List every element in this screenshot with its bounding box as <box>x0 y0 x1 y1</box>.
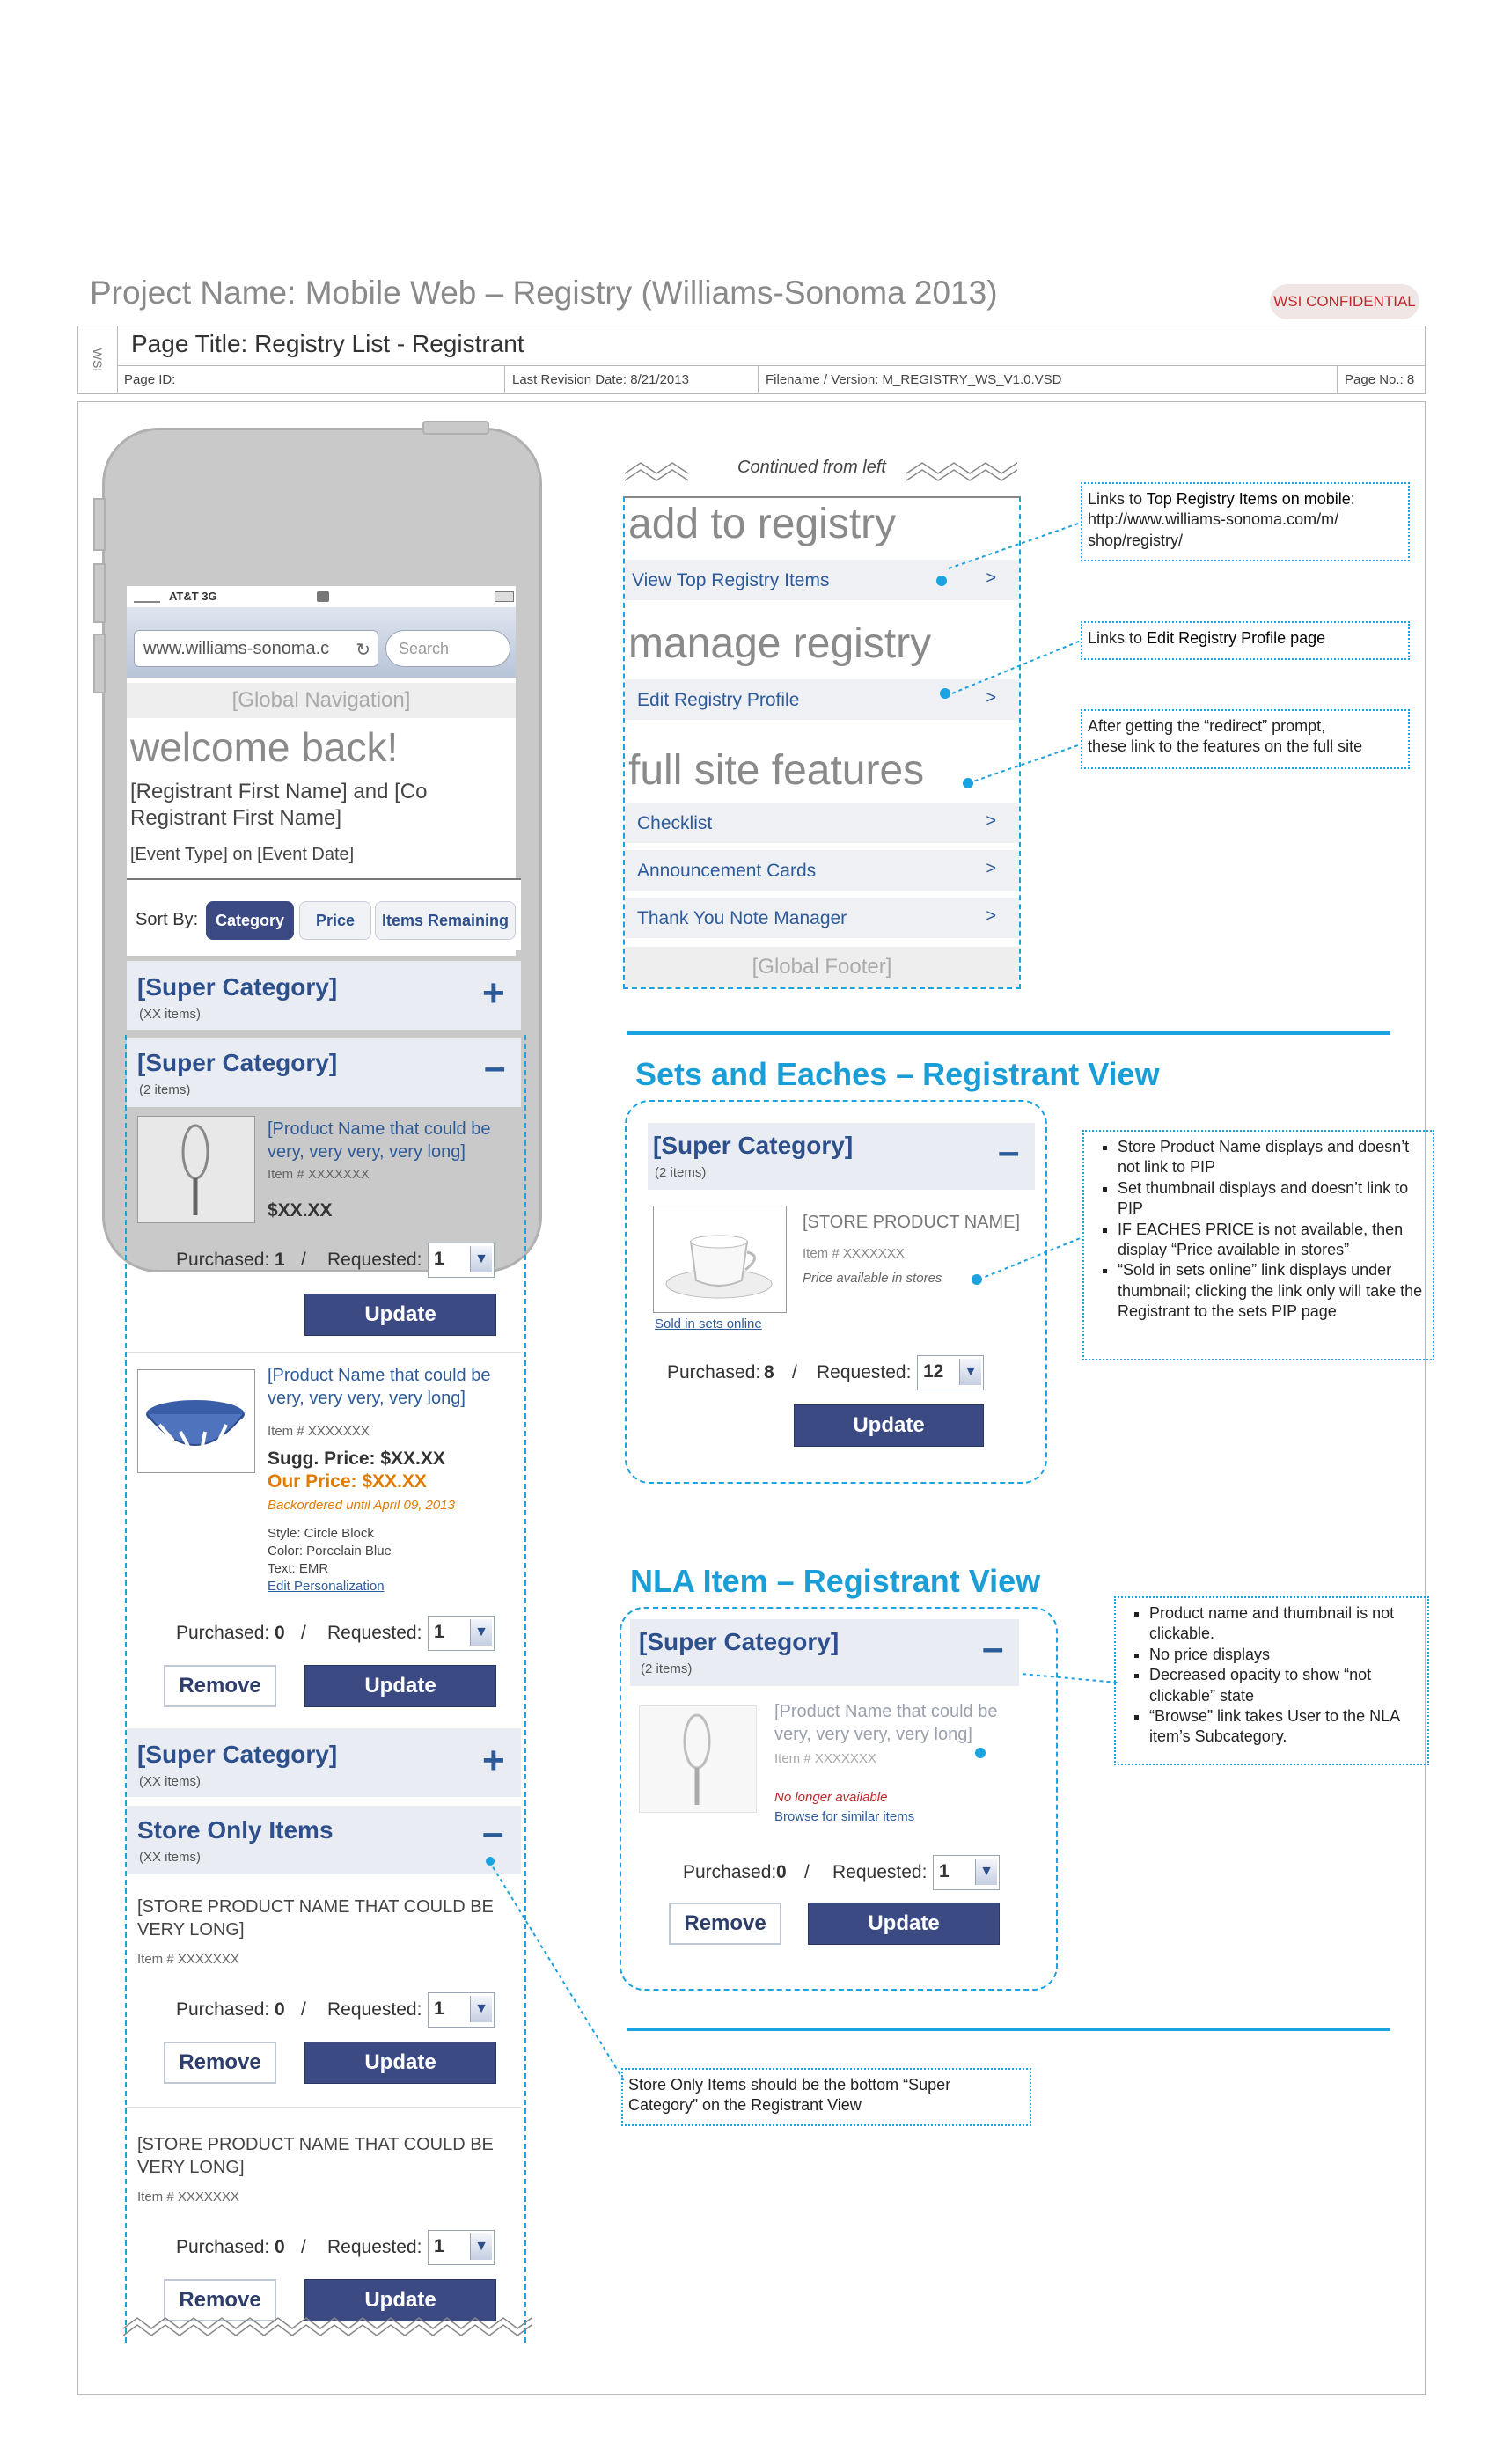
global-footer[interactable]: [Global Footer] <box>625 947 1019 987</box>
filename: Filename / Version: M_REGISTRY_WS_V1.0.VSD <box>758 365 1409 393</box>
price-in-stores: Price available in stores <box>803 1271 942 1286</box>
super-category-title: [Super Category] <box>137 1741 338 1768</box>
purchased-label: Purchased: <box>176 1999 270 2020</box>
slash: / <box>301 1250 306 1270</box>
update-button[interactable]: Update <box>304 2279 496 2321</box>
project-title: Project Name: Mobile Web – Registry (Williams-Sonoma 2013) <box>90 275 998 311</box>
chevron-right-icon: > <box>986 906 996 926</box>
super-category-title: [Super Category] <box>653 1132 854 1159</box>
suggested-price: Sugg. Price: $XX.XX <box>268 1448 445 1469</box>
store-only-title: Store Only Items <box>137 1816 334 1844</box>
chevron-right-icon: > <box>986 859 996 878</box>
no-longer-available: No longer available <box>774 1790 888 1805</box>
search-input[interactable]: Search <box>385 630 510 667</box>
sort-remaining-button[interactable]: Items Remaining <box>375 901 516 940</box>
update-button[interactable]: Update <box>304 1665 496 1707</box>
edit-personalization-link[interactable]: Edit Personalization <box>268 1579 385 1594</box>
store-product-name: [STORE PRODUCT NAME THAT COULD BE VERY LONG] <box>137 1897 494 1940</box>
super-category-title: [Super Category] <box>137 1049 338 1076</box>
requested-label: Requested: <box>832 1862 928 1882</box>
slash: / <box>301 2237 306 2257</box>
update-button[interactable]: Update <box>304 2042 496 2084</box>
style-info: Style: Circle Block <box>268 1526 374 1541</box>
item-count: (XX items) <box>139 1774 202 1789</box>
section-divider <box>627 2028 1390 2031</box>
thank-you-note-manager-link[interactable]: Thank You Note Manager > <box>625 898 1019 938</box>
checklist-link[interactable]: Checklist > <box>625 803 1019 843</box>
item-number: Item # XXXXXXX <box>137 1952 239 1967</box>
collapse-icon[interactable]: – <box>998 1130 1020 1173</box>
page-title: Page Title: Registry List - Registrant <box>131 330 524 357</box>
chevron-down-icon: ▼ <box>470 1996 492 2022</box>
purchased-value: 8 <box>764 1362 774 1382</box>
super-category-expanded[interactable] <box>630 1619 1019 1686</box>
item-number: Item # XXXXXXX <box>137 2189 239 2204</box>
wsi-tag: WSI <box>78 326 118 393</box>
collapse-icon[interactable]: – <box>482 1811 504 1854</box>
collapse-icon[interactable]: – <box>982 1626 1004 1669</box>
item-count: (XX items) <box>139 1850 202 1865</box>
nla-title: NLA Item – Registrant View <box>630 1563 1041 1599</box>
text-info: Text: EMR <box>268 1561 329 1576</box>
chevron-right-icon: > <box>986 568 996 588</box>
sort-category-button[interactable]: Category <box>206 901 294 940</box>
purchased-value: 1 <box>275 1250 285 1270</box>
annotation-edit-profile: Links to Edit Registry Profile page <box>1081 621 1410 660</box>
global-navigation[interactable]: [Global Navigation] <box>127 683 516 718</box>
item-number: Item # XXXXXXX <box>774 1751 876 1766</box>
product-name-link[interactable]: [Product Name that could be very, very very, very long] <box>268 1366 491 1408</box>
url-text: www.williams-sonoma.c <box>143 638 330 658</box>
purchased-value: 0 <box>275 2237 285 2257</box>
last-revision: Last Revision Date: 8/21/2013 <box>504 365 758 393</box>
welcome-heading: welcome back! <box>130 724 399 770</box>
continued-label: Continued from left <box>737 458 886 477</box>
reload-icon[interactable]: ↻ <box>356 641 370 660</box>
announcement-cards-link[interactable]: Announcement Cards > <box>625 850 1019 891</box>
manage-registry-heading: manage registry <box>628 620 932 667</box>
registrant-names-line2: Registrant First Name] <box>130 806 342 830</box>
chevron-right-icon: > <box>986 811 996 831</box>
requested-label: Requested: <box>817 1362 912 1382</box>
purchased-value: 0 <box>776 1862 787 1882</box>
edit-registry-profile-link[interactable]: Edit Registry Profile > <box>625 679 1019 720</box>
purchased-value: 0 <box>275 1623 285 1643</box>
carrier-label: AT&T 3G <box>169 590 217 603</box>
super-category-expanded[interactable] <box>648 1123 1035 1190</box>
remove-button[interactable]: Remove <box>164 2042 276 2084</box>
update-button[interactable]: Update <box>794 1404 984 1447</box>
expand-icon[interactable]: + <box>482 972 505 1015</box>
product-name-link[interactable]: [Product Name that could be very, very very, very long] <box>268 1119 491 1162</box>
annotation-nla: ▪ Product name and thumbnail is not clickable. ▪ No price displays ▪ Decreased opacity to show “not clickable” state ▪ “Browse” link takes User to the NLA item’s Subcategory. <box>1114 1596 1429 1765</box>
event-info: [Event Type] on [Event Date] <box>130 845 355 864</box>
section-divider <box>627 1031 1390 1035</box>
requested-select[interactable]: 1 ▼ <box>428 2230 495 2265</box>
store-product-name: [STORE PRODUCT NAME] <box>803 1213 1021 1232</box>
purchased-value: 0 <box>275 1999 285 2020</box>
our-price: Our Price: $XX.XX <box>268 1471 427 1492</box>
whisk-icon <box>640 1706 754 1810</box>
purchased-label: Purchased: <box>667 1362 761 1382</box>
purchased-label: Purchased: <box>683 1862 777 1882</box>
item-number: Item # XXXXXXX <box>268 1424 370 1439</box>
update-button[interactable]: Update <box>304 1294 496 1336</box>
nla-product-name: [Product Name that could be very, very very, very long] <box>774 1702 998 1744</box>
sets-eaches-title: Sets and Eaches – Registrant View <box>635 1056 1160 1092</box>
item-number: Item # XXXXXXX <box>268 1167 370 1182</box>
page-id: Page ID: <box>117 365 504 393</box>
slash: / <box>301 1623 306 1643</box>
color-info: Color: Porcelain Blue <box>268 1544 392 1558</box>
requested-select[interactable]: 12 ▼ <box>917 1355 984 1390</box>
registrant-names-line1: [Registrant First Name] and [Co <box>130 780 428 803</box>
add-to-registry-heading: add to registry <box>628 501 897 547</box>
requested-label: Requested: <box>327 1623 422 1643</box>
set-thumbnail <box>653 1206 787 1313</box>
chevron-down-icon: ▼ <box>975 1859 997 1885</box>
browse-similar-link[interactable]: Browse for similar items <box>774 1809 915 1824</box>
requested-select[interactable]: 1 ▼ <box>428 1243 495 1278</box>
sort-label: Sort By: <box>136 910 199 929</box>
remove-button[interactable]: Remove <box>164 2279 276 2321</box>
item-count: (XX items) <box>139 1007 202 1022</box>
requested-label: Requested: <box>327 1250 422 1270</box>
chevron-right-icon: > <box>986 688 996 708</box>
price: $XX.XX <box>268 1200 333 1221</box>
annotation-marker <box>972 1274 982 1285</box>
requested-select[interactable]: 1 ▼ <box>428 1992 495 2028</box>
view-top-registry-items-link[interactable]: View Top Registry Items > <box>625 560 1019 600</box>
chevron-down-icon: ▼ <box>470 2233 492 2260</box>
item-number: Item # XXXXXXX <box>803 1246 905 1261</box>
sort-price-button[interactable]: Price <box>299 901 371 940</box>
backorder-status: Backordered until April 09, 2013 <box>268 1498 455 1513</box>
annotation-full-site: After getting the “redirect” prompt, these link to the features on the full site <box>1081 709 1410 769</box>
super-category-title: [Super Category] <box>639 1628 840 1655</box>
slash: / <box>804 1862 810 1882</box>
annotation-top-items: Links to Top Registry Items on mobile: http://www.williams-sonoma.com/m/ shop/registry/ <box>1081 482 1410 561</box>
confidential-badge: WSI CONFIDENTIAL <box>1270 284 1419 319</box>
chevron-down-icon: ▼ <box>959 1359 981 1385</box>
item-count: (2 items) <box>139 1082 191 1097</box>
annotation-sets-eaches: ▪ Store Product Name displays and doesn’t not link to PIP ▪ Set thumbnail displays and doesn’t link to PIP ▪ IF EACHES PRICE is not available, then display “Price available in stores” ▪ “Sold in sets online” link displays under thumbnail; clicking the link only will take the Registrant to the sets PIP page <box>1082 1130 1434 1360</box>
annotation-store-only: Store Only Items should be the bottom “Super Category” on the Registrant View <box>621 2068 1031 2126</box>
requested-label: Requested: <box>327 2237 422 2257</box>
store-product-name: [STORE PRODUCT NAME THAT COULD BE VERY LONG] <box>137 2135 494 2177</box>
nla-thumbnail <box>639 1705 757 1813</box>
sold-in-sets-link[interactable]: Sold in sets online <box>655 1316 762 1331</box>
item-count: (2 items) <box>641 1661 693 1676</box>
requested-select[interactable]: 1 ▼ <box>428 1616 495 1651</box>
purchased-label: Purchased: <box>176 1623 270 1643</box>
chevron-down-icon: ▼ <box>470 1246 492 1272</box>
collapse-icon[interactable]: – <box>484 1045 506 1089</box>
slash: / <box>792 1362 797 1382</box>
expand-icon[interactable]: + <box>482 1739 505 1782</box>
cup-icon <box>654 1206 784 1310</box>
full-site-features-heading: full site features <box>628 747 925 794</box>
purchased-label: Purchased: <box>176 1250 270 1270</box>
purchased-label: Purchased: <box>176 2237 270 2257</box>
page-number: Page No.: 8 <box>1337 365 1425 393</box>
remove-button[interactable]: Remove <box>669 1903 781 1945</box>
chevron-down-icon: ▼ <box>470 1619 492 1646</box>
requested-label: Requested: <box>327 1999 422 2020</box>
annotation-marker <box>975 1748 986 1758</box>
super-category-title: [Super Category] <box>137 973 338 1001</box>
remove-button[interactable]: Remove <box>164 1665 276 1707</box>
slash: / <box>301 1999 306 2020</box>
update-button[interactable]: Update <box>808 1903 1000 1945</box>
item-count: (2 items) <box>655 1165 707 1180</box>
requested-select[interactable]: 1 ▼ <box>933 1855 1000 1890</box>
